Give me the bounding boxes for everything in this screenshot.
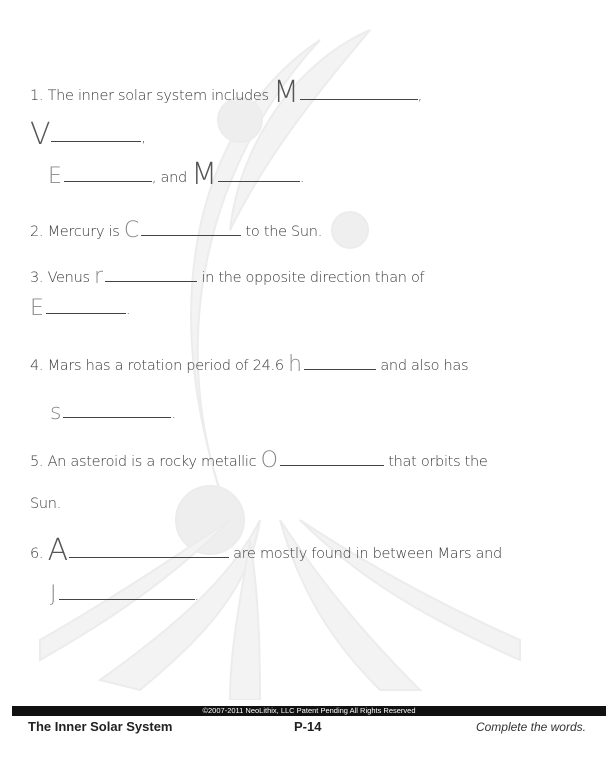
q1-period: .: [299, 170, 305, 186]
q4-period: .: [171, 406, 176, 422]
page-number: P-14: [294, 719, 322, 734]
question-4-line-1: [30, 354, 468, 376]
q1-letter-m2: M: [191, 157, 217, 192]
q3-period: .: [125, 302, 131, 318]
q6-letter: A: [47, 533, 68, 568]
footer-title: The Inner Solar System: [28, 719, 173, 734]
q5-number: 5.: [30, 454, 44, 470]
q3-letter: r: [94, 264, 105, 289]
question-1-line-2: [30, 117, 146, 152]
q1-comma2: ,: [141, 130, 146, 146]
q3-blank-2[interactable]: [46, 299, 126, 314]
question-3-line-1: [30, 266, 424, 288]
q4-letter: h: [288, 352, 304, 377]
question-4-line-2: [50, 402, 176, 424]
q6-number: 6.: [30, 546, 44, 562]
q5-blank[interactable]: [280, 451, 384, 466]
q4-after: and also has: [380, 358, 469, 374]
question-5-line-2: [30, 496, 61, 512]
q4-blank[interactable]: [304, 355, 376, 370]
q4-number: 4.: [30, 358, 44, 374]
footer-instruction: Complete the words.: [475, 720, 586, 734]
copyright-bar: ©2007-2011 NeoLithix, LLC Patent Pending All Rights Reserved: [12, 706, 606, 716]
q1-number: 1.: [30, 88, 44, 104]
question-6-line-2: [50, 584, 199, 606]
question-1-line-1: [30, 75, 422, 110]
q5-after: that orbits the: [388, 454, 488, 470]
q6-period: .: [194, 588, 199, 604]
q4-blank-2[interactable]: [63, 403, 171, 418]
q1-comma1: ,: [417, 88, 422, 104]
q5-line-2-text: Sun.: [30, 496, 61, 512]
question-3-line-2: [30, 298, 130, 320]
q6-blank-2[interactable]: [59, 585, 195, 600]
q4-text: Mars has a rotation period of 24.6: [47, 358, 284, 374]
q3-text: Venus: [47, 270, 90, 286]
q1-and: , and: [151, 170, 187, 186]
q1-letter-m: M: [273, 75, 299, 110]
q3-blank[interactable]: [105, 267, 197, 282]
q1-blank-v[interactable]: [51, 127, 141, 142]
q3-after: in the opposite direction than of: [201, 270, 425, 286]
q5-letter: O: [260, 448, 279, 473]
question-6-line-1: [30, 533, 502, 568]
q2-text: Mercury is: [47, 224, 120, 240]
q4-letter-2: s: [50, 400, 63, 425]
q2-blank[interactable]: [141, 221, 241, 236]
q6-letter-2: J: [50, 582, 58, 607]
question-2: [30, 220, 322, 242]
q3-number: 3.: [30, 270, 44, 286]
q1-text: The inner solar system includes: [47, 88, 269, 104]
q1-blank-e[interactable]: [64, 167, 152, 182]
q2-after: to the Sun.: [245, 224, 323, 240]
q3-letter-2: E: [30, 296, 45, 321]
q5-text: An asteroid is a rocky metallic: [47, 454, 257, 470]
q1-blank-m2[interactable]: [218, 167, 300, 182]
q1-letter-v: V: [30, 117, 51, 152]
q6-blank[interactable]: [69, 543, 229, 558]
q1-blank-m[interactable]: [300, 85, 418, 100]
q1-letter-e: E: [48, 164, 63, 189]
q2-letter: C: [123, 218, 141, 243]
question-1-line-3: [48, 157, 305, 192]
q6-after: are mostly found in between Mars and: [233, 546, 502, 562]
q2-number: 2.: [30, 224, 44, 240]
question-5-line-1: [30, 450, 488, 472]
